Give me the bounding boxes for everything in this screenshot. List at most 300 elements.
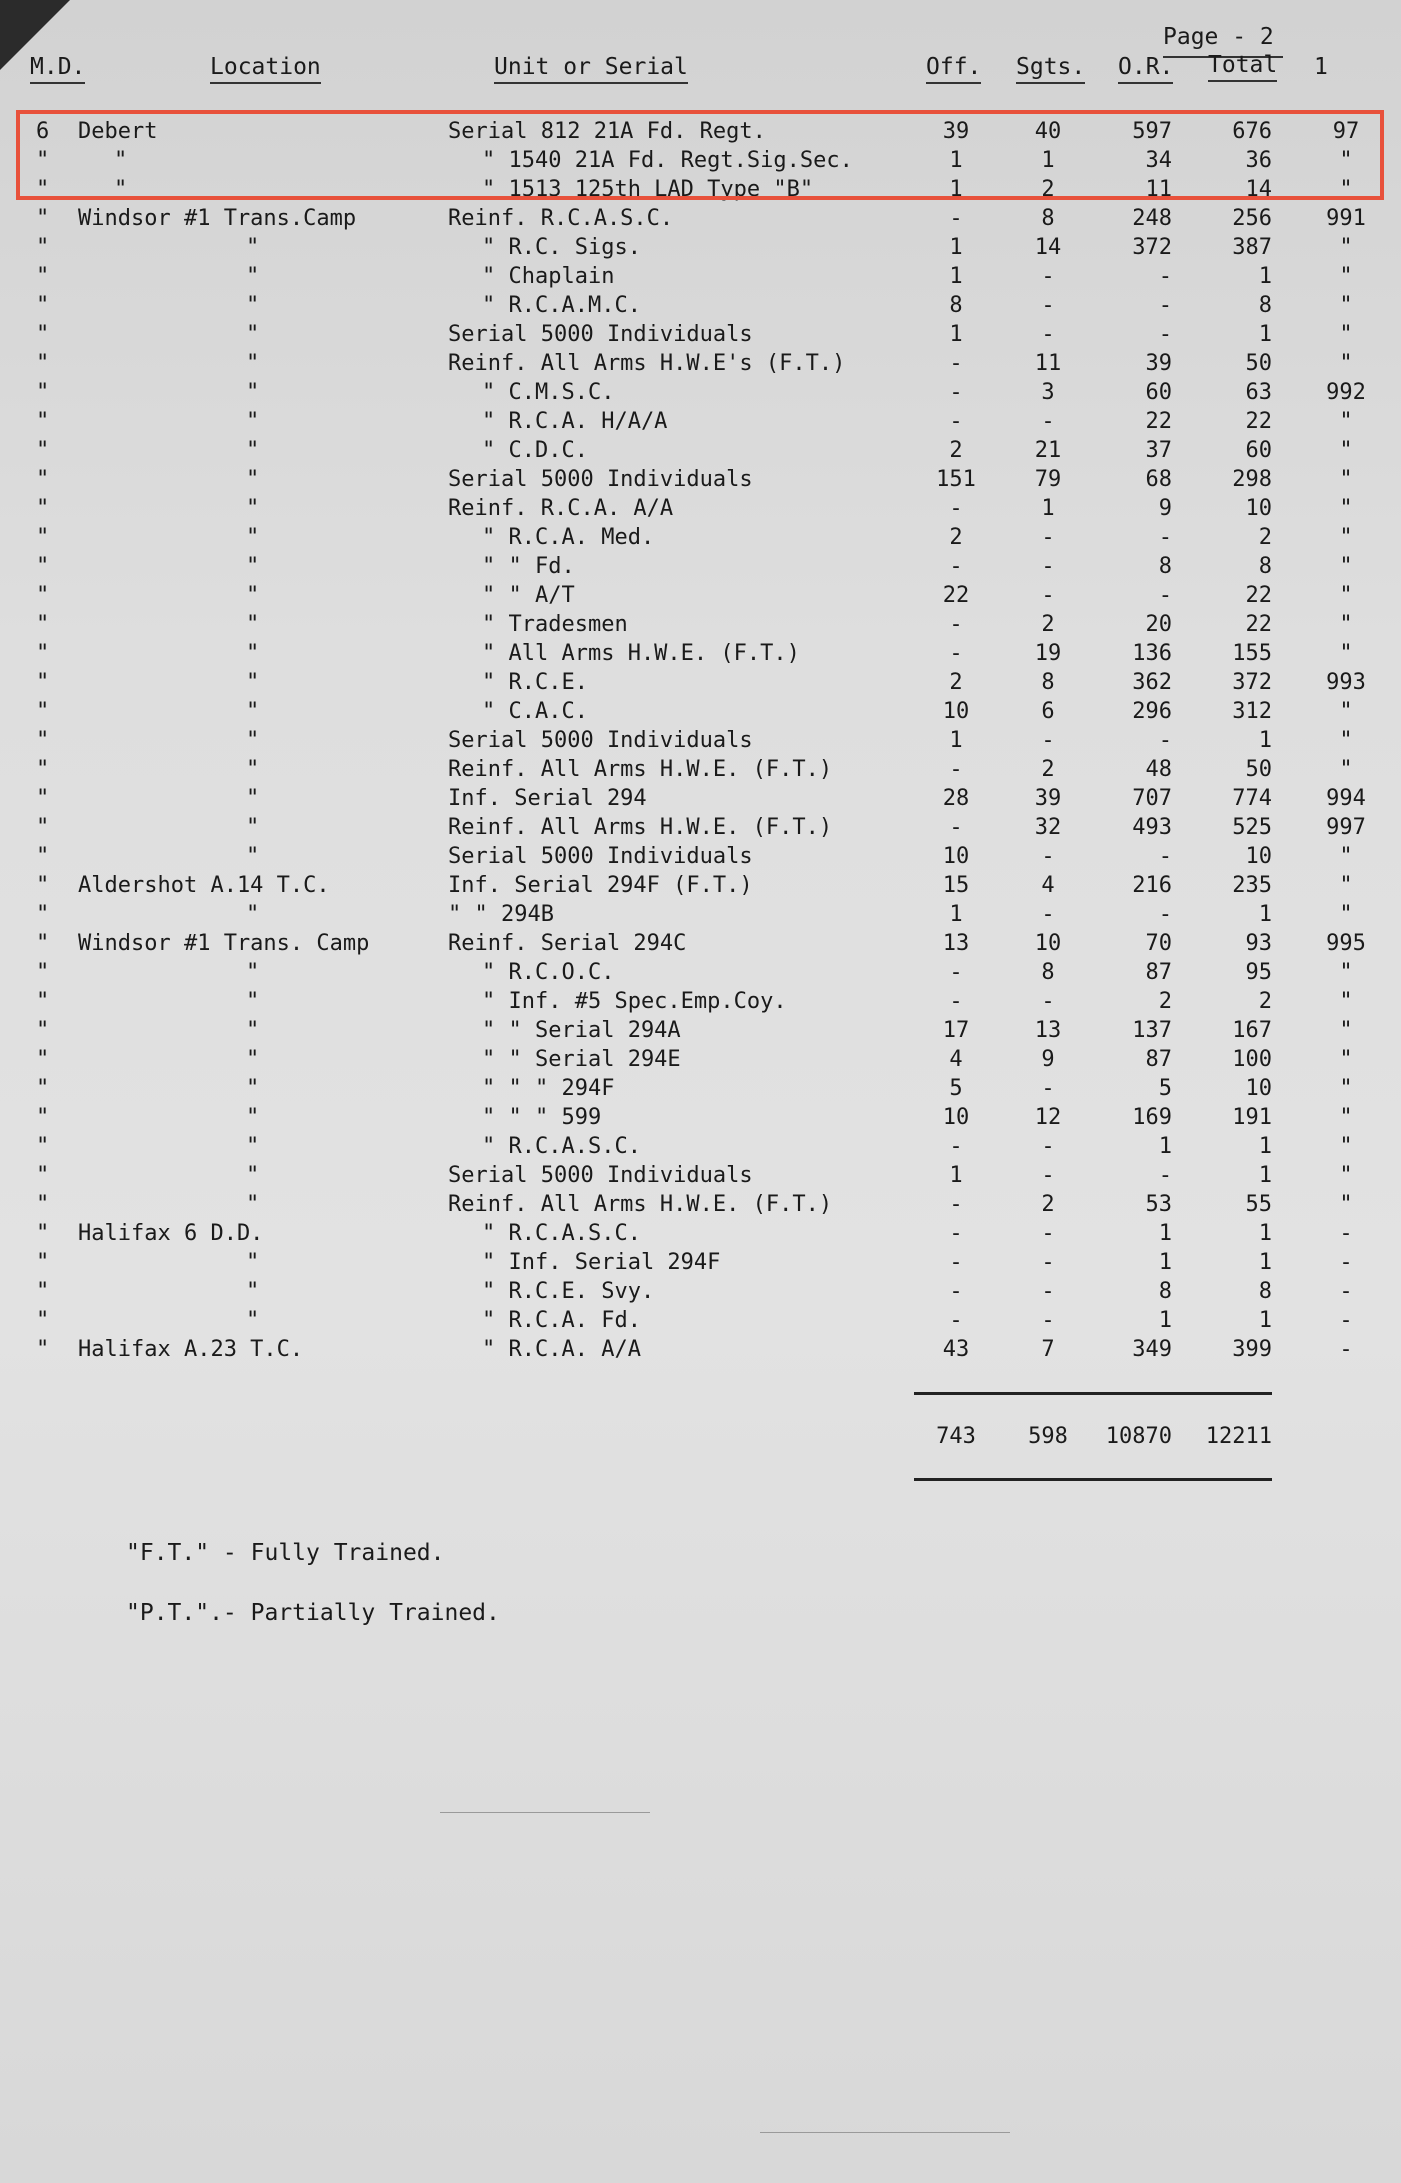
cell-sgts: - — [1041, 989, 1055, 1014]
cell-unit: " " " 294F — [482, 1076, 615, 1101]
cell-location: " — [246, 960, 260, 985]
cell-sgts: 4 — [1041, 873, 1055, 898]
cell-ref: " — [1339, 902, 1353, 927]
table-row — [0, 1190, 1401, 1219]
cell-location: Aldershot A.14 T.C. — [78, 873, 330, 898]
table-row — [0, 1045, 1401, 1074]
cell-total: 8 — [1258, 1279, 1272, 1304]
cell-off: - — [949, 409, 963, 434]
cell-sgts: 8 — [1041, 206, 1055, 231]
cell-or: 372 — [1132, 235, 1172, 260]
table-row — [0, 842, 1401, 871]
cell-unit: " " " 599 — [482, 1105, 602, 1130]
cell-unit: Serial 812 21A Fd. Regt. — [448, 119, 766, 144]
cell-location: " — [246, 989, 260, 1014]
cell-off: 17 — [942, 1018, 970, 1043]
cell-md: " — [36, 235, 50, 260]
cell-md: " — [36, 989, 50, 1014]
cell-unit: " R.C.A.S.C. — [482, 1134, 641, 1159]
cell-sgts: 9 — [1041, 1047, 1055, 1072]
header-md: M.D. — [30, 54, 85, 84]
cell-total: 676 — [1232, 119, 1272, 144]
cell-md: " — [36, 1221, 50, 1246]
cell-unit: Serial 5000 Individuals — [448, 844, 753, 869]
cell-ref: " — [1339, 612, 1353, 637]
table-row — [0, 958, 1401, 987]
cell-sgts: - — [1041, 902, 1055, 927]
cell-sgts: 2 — [1041, 612, 1055, 637]
cell-sgts: 7 — [1041, 1337, 1055, 1362]
cell-or: 1 — [1158, 1134, 1172, 1159]
cell-off: - — [949, 206, 963, 231]
cell-or: 68 — [1145, 467, 1172, 492]
cell-unit: " " Fd. — [482, 554, 575, 579]
note-fully-trained: "F.T." - Fully Trained. — [126, 1540, 445, 1566]
cell-unit: " R.C.E. Svy. — [482, 1279, 655, 1304]
cell-unit: " " Serial 294A — [482, 1018, 681, 1043]
cell-total: 399 — [1232, 1337, 1272, 1362]
cell-md: " — [36, 583, 50, 608]
cell-unit: " R.C.A.S.C. — [482, 1221, 641, 1246]
cell-or: 20 — [1145, 612, 1172, 637]
cell-md: " — [36, 1134, 50, 1159]
totals-row — [0, 1424, 1401, 1454]
header-extra: 1 — [1314, 54, 1328, 80]
cell-off: - — [949, 554, 963, 579]
cell-off: 2 — [949, 438, 963, 463]
cell-md: " — [36, 815, 50, 840]
cell-ref: " — [1339, 757, 1353, 782]
cell-md: " — [36, 380, 50, 405]
cell-off: 4 — [949, 1047, 963, 1072]
cell-md: 6 — [36, 119, 50, 144]
table-row — [0, 987, 1401, 1016]
cell-ref: " — [1339, 873, 1353, 898]
cell-ref: " — [1339, 1076, 1353, 1101]
cell-md: " — [36, 1047, 50, 1072]
cell-location: " — [246, 641, 260, 666]
cell-or: - — [1158, 322, 1172, 347]
cell-location: " — [114, 148, 128, 173]
faint-mark — [760, 2132, 1010, 2133]
cell-location: " — [246, 699, 260, 724]
table-row — [0, 1219, 1401, 1248]
cell-location: " — [246, 1047, 260, 1072]
cell-or: 60 — [1145, 380, 1172, 405]
page-number: Page - 2 — [1163, 24, 1274, 50]
cell-or: 137 — [1132, 1018, 1172, 1043]
cell-md: " — [36, 786, 50, 811]
cell-or: 1 — [1158, 1308, 1172, 1333]
cell-location: " — [246, 815, 260, 840]
cell-ref: - — [1339, 1221, 1353, 1246]
cell-location: " — [246, 496, 260, 521]
table-row — [0, 1103, 1401, 1132]
cell-sgts: 8 — [1041, 960, 1055, 985]
cell-off: - — [949, 641, 963, 666]
cell-or: 87 — [1145, 1047, 1172, 1072]
cell-sgts: - — [1041, 1134, 1055, 1159]
cell-md: " — [36, 148, 50, 173]
cell-or: - — [1158, 293, 1172, 318]
cell-ref: " — [1339, 641, 1353, 666]
cell-or: 37 — [1145, 438, 1172, 463]
cell-ref: " — [1339, 177, 1353, 202]
cell-off: 13 — [942, 931, 970, 956]
cell-total: 1 — [1258, 264, 1272, 289]
cell-ref: 995 — [1326, 931, 1366, 956]
cell-ref: " — [1339, 1163, 1353, 1188]
cell-off: - — [949, 1221, 963, 1246]
table-row — [0, 1132, 1401, 1161]
cell-location: " — [246, 467, 260, 492]
cell-total: 1 — [1258, 728, 1272, 753]
cell-sgts: 1 — [1041, 148, 1055, 173]
cell-ref: - — [1339, 1308, 1353, 1333]
cell-total: 167 — [1232, 1018, 1272, 1043]
cell-location: " — [246, 786, 260, 811]
note-partially-trained: "P.T.".- Partially Trained. — [126, 1600, 500, 1626]
cell-sgts: - — [1041, 1221, 1055, 1246]
cell-sgts: 8 — [1041, 670, 1055, 695]
table-row — [0, 610, 1401, 639]
cell-or: 136 — [1132, 641, 1172, 666]
cell-or: 597 — [1132, 119, 1172, 144]
cell-md: " — [36, 873, 50, 898]
cell-sgts: - — [1041, 583, 1055, 608]
table-row — [0, 465, 1401, 494]
cell-or: 169 — [1132, 1105, 1172, 1130]
cell-unit: Inf. Serial 294 — [448, 786, 647, 811]
cell-location: " — [246, 612, 260, 637]
cell-unit: " All Arms H.W.E. (F.T.) — [482, 641, 800, 666]
cell-ref: " — [1339, 554, 1353, 579]
cell-sgts: 11 — [1034, 351, 1062, 376]
totals-top-rule — [914, 1392, 1272, 1395]
cell-total: 312 — [1232, 699, 1272, 724]
cell-total: 55 — [1245, 1192, 1272, 1217]
cell-or: 1 — [1158, 1221, 1172, 1246]
cell-ref: - — [1339, 1337, 1353, 1362]
table-row — [0, 813, 1401, 842]
cell-md: " — [36, 699, 50, 724]
cell-md: " — [36, 438, 50, 463]
header-total: Total — [1208, 52, 1277, 82]
cell-off: - — [949, 815, 963, 840]
cell-location: " — [246, 409, 260, 434]
table-row — [0, 436, 1401, 465]
cell-md: " — [36, 206, 50, 231]
cell-unit: " R.C. Sigs. — [482, 235, 641, 260]
cell-total: 2 — [1258, 989, 1272, 1014]
cell-location: " — [246, 380, 260, 405]
table-row — [0, 1161, 1401, 1190]
cell-off: 8 — [949, 293, 963, 318]
cell-or: 70 — [1145, 931, 1172, 956]
cell-off: 2 — [949, 670, 963, 695]
cell-or: 22 — [1145, 409, 1172, 434]
cell-total: 22 — [1245, 612, 1272, 637]
table-row — [0, 697, 1401, 726]
header-sgts: Sgts. — [1016, 54, 1085, 84]
cell-or: 87 — [1145, 960, 1172, 985]
cell-off: - — [949, 960, 963, 985]
cell-ref: " — [1339, 351, 1353, 376]
cell-md: " — [36, 1308, 50, 1333]
cell-or: - — [1158, 264, 1172, 289]
cell-ref: " — [1339, 1134, 1353, 1159]
table-row — [0, 1016, 1401, 1045]
cell-sgts: - — [1041, 1279, 1055, 1304]
cell-off: 1 — [949, 177, 963, 202]
cell-ref: 992 — [1326, 380, 1366, 405]
cell-total: 100 — [1232, 1047, 1272, 1072]
cell-off: 2 — [949, 525, 963, 550]
cell-ref: " — [1339, 264, 1353, 289]
column-headers — [0, 54, 1401, 88]
cell-off: 1 — [949, 322, 963, 347]
cell-ref: " — [1339, 496, 1353, 521]
cell-total: 10 — [1245, 496, 1272, 521]
cell-location: " — [246, 1134, 260, 1159]
table-row — [0, 1277, 1401, 1306]
cell-or: 362 — [1132, 670, 1172, 695]
cell-ref: 993 — [1326, 670, 1366, 695]
cell-total: 191 — [1232, 1105, 1272, 1130]
cell-unit: " R.C.A. Fd. — [482, 1308, 641, 1333]
cell-off: 15 — [942, 873, 970, 898]
cell-unit: " R.C.A. Med. — [482, 525, 655, 550]
cell-total: 2 — [1258, 525, 1272, 550]
cell-sgts: 21 — [1034, 438, 1062, 463]
cell-off: 1 — [949, 1163, 963, 1188]
cell-sgts: - — [1041, 1250, 1055, 1275]
cell-sgts: 13 — [1034, 1018, 1062, 1043]
cell-sgts: 19 — [1034, 641, 1062, 666]
cell-total: 1 — [1258, 322, 1272, 347]
table-row — [0, 378, 1401, 407]
cell-off: - — [949, 989, 963, 1014]
cell-off: 1 — [949, 728, 963, 753]
cell-md: " — [36, 931, 50, 956]
cell-location: " — [246, 670, 260, 695]
cell-location: " — [246, 293, 260, 318]
cell-or: 34 — [1145, 148, 1172, 173]
cell-unit: " C.M.S.C. — [482, 380, 615, 405]
cell-location: " — [246, 1018, 260, 1043]
cell-unit: Reinf. All Arms H.W.E. (F.T.) — [448, 815, 833, 840]
highlight-box — [16, 110, 1384, 200]
table-row — [0, 900, 1401, 929]
cell-sgts: 6 — [1041, 699, 1055, 724]
cell-unit: Serial 5000 Individuals — [448, 728, 753, 753]
table-row — [0, 1335, 1401, 1364]
header-off: Off. — [926, 54, 981, 84]
cell-md: " — [36, 322, 50, 347]
cell-total: 60 — [1245, 438, 1272, 463]
cell-or: 11 — [1145, 177, 1172, 202]
cell-ref: " — [1339, 960, 1353, 985]
cell-unit: " Tradesmen — [482, 612, 628, 637]
cell-md: " — [36, 728, 50, 753]
cell-md: " — [36, 670, 50, 695]
cell-off: - — [949, 380, 963, 405]
cell-sgts: - — [1041, 844, 1055, 869]
cell-or: - — [1158, 902, 1172, 927]
table-row — [0, 494, 1401, 523]
cell-sgts: 40 — [1034, 119, 1062, 144]
cell-off: 1 — [949, 148, 963, 173]
table-row — [0, 523, 1401, 552]
cell-md: " — [36, 264, 50, 289]
header-or: O.R. — [1118, 54, 1173, 84]
cell-unit: Reinf. R.C.A. A/A — [448, 496, 674, 521]
cell-location: " — [246, 1105, 260, 1130]
cell-unit: " R.C.A. H/A/A — [482, 409, 668, 434]
cell-unit: Reinf. R.C.A.S.C. — [448, 206, 674, 231]
cell-md: " — [36, 960, 50, 985]
cell-or: 296 — [1132, 699, 1172, 724]
cell-unit: Reinf. All Arms H.W.E. (F.T.) — [448, 757, 833, 782]
cell-off: - — [949, 1250, 963, 1275]
table-row — [0, 929, 1401, 958]
cell-or: 8 — [1158, 1279, 1172, 1304]
cell-location: " — [246, 1076, 260, 1101]
cell-unit: " 1540 21A Fd. Regt.Sig.Sec. — [482, 148, 853, 173]
cell-off: - — [949, 757, 963, 782]
cell-location: " — [246, 264, 260, 289]
cell-unit: Serial 5000 Individuals — [448, 1163, 753, 1188]
cell-off: 39 — [942, 119, 970, 144]
table-row — [0, 755, 1401, 784]
table-row — [0, 291, 1401, 320]
cell-total: 1 — [1258, 1163, 1272, 1188]
cell-off: 10 — [942, 699, 970, 724]
cell-ref: " — [1339, 409, 1353, 434]
cell-ref: " — [1339, 322, 1353, 347]
cell-ref: " — [1339, 467, 1353, 492]
cell-location: " — [246, 583, 260, 608]
cell-location: " — [246, 322, 260, 347]
cell-total: 95 — [1245, 960, 1272, 985]
cell-md: " — [36, 496, 50, 521]
cell-total: 298 — [1232, 467, 1272, 492]
cell-off: - — [949, 1279, 963, 1304]
cell-unit: " C.D.C. — [482, 438, 588, 463]
cell-unit: Reinf. All Arms H.W.E's (F.T.) — [448, 351, 846, 376]
header-location: Location — [210, 54, 321, 84]
cell-total: 8 — [1258, 554, 1272, 579]
cell-location: Windsor #1 Trans. Camp — [78, 931, 370, 956]
cell-total: 36 — [1245, 148, 1272, 173]
table-row — [0, 668, 1401, 697]
cell-or: 349 — [1132, 1337, 1172, 1362]
cell-location: Halifax A.23 T.C. — [78, 1337, 304, 1362]
cell-md: " — [36, 757, 50, 782]
cell-location: " — [246, 844, 260, 869]
cell-location: " — [246, 525, 260, 550]
cell-ref: " — [1339, 583, 1353, 608]
cell-md: " — [36, 1105, 50, 1130]
cell-location: " — [246, 1279, 260, 1304]
cell-off: 22 — [942, 583, 970, 608]
table-row — [0, 204, 1401, 233]
total-off: 743 — [936, 1424, 976, 1449]
table-row — [0, 871, 1401, 900]
cell-or: 9 — [1158, 496, 1172, 521]
cell-md: " — [36, 177, 50, 202]
totals-bottom-rule — [914, 1478, 1272, 1481]
header-unit: Unit or Serial — [494, 54, 688, 84]
cell-off: 1 — [949, 902, 963, 927]
cell-total: 1 — [1258, 1221, 1272, 1246]
cell-sgts: 79 — [1034, 467, 1062, 492]
cell-md: " — [36, 1250, 50, 1275]
cell-location: Debert — [78, 119, 158, 144]
cell-or: 39 — [1145, 351, 1172, 376]
cell-location: " — [114, 177, 128, 202]
cell-location: " — [246, 1250, 260, 1275]
cell-md: " — [36, 1163, 50, 1188]
cell-ref: 997 — [1326, 815, 1366, 840]
cell-off: 28 — [942, 786, 970, 811]
cell-md: " — [36, 902, 50, 927]
cell-unit: " R.C.E. — [482, 670, 588, 695]
cell-unit: Serial 5000 Individuals — [448, 322, 753, 347]
cell-ref: " — [1339, 844, 1353, 869]
cell-total: 774 — [1232, 786, 1272, 811]
cell-sgts: 2 — [1041, 757, 1055, 782]
cell-sgts: 12 — [1034, 1105, 1062, 1130]
cell-total: 525 — [1232, 815, 1272, 840]
cell-sgts: - — [1041, 554, 1055, 579]
cell-ref: " — [1339, 293, 1353, 318]
cell-location: " — [246, 902, 260, 927]
cell-sgts: - — [1041, 264, 1055, 289]
cell-total: 22 — [1245, 409, 1272, 434]
cell-unit: " " 294B — [448, 902, 554, 927]
cell-unit: Inf. Serial 294F (F.T.) — [448, 873, 753, 898]
cell-or: 48 — [1145, 757, 1172, 782]
cell-location: Windsor #1 Trans.Camp — [78, 206, 357, 231]
table-row — [0, 233, 1401, 262]
cell-location: " — [246, 438, 260, 463]
cell-off: 10 — [942, 844, 970, 869]
cell-sgts: - — [1041, 525, 1055, 550]
cell-md: " — [36, 554, 50, 579]
cell-md: " — [36, 409, 50, 434]
cell-or: 2 — [1158, 989, 1172, 1014]
cell-sgts: - — [1041, 1076, 1055, 1101]
table-row — [0, 1248, 1401, 1277]
total-or: 10870 — [1105, 1424, 1172, 1449]
cell-ref: 994 — [1326, 786, 1366, 811]
cell-md: " — [36, 525, 50, 550]
cell-off: - — [949, 1192, 963, 1217]
cell-md: " — [36, 1192, 50, 1217]
cell-unit: Reinf. Serial 294C — [448, 931, 687, 956]
table-row — [0, 639, 1401, 668]
cell-total: 235 — [1232, 873, 1272, 898]
cell-ref: " — [1339, 989, 1353, 1014]
cell-or: 493 — [1132, 815, 1172, 840]
cell-ref: " — [1339, 728, 1353, 753]
cell-md: " — [36, 1337, 50, 1362]
cell-location: " — [246, 1163, 260, 1188]
cell-ref: - — [1339, 1279, 1353, 1304]
cell-location: Halifax 6 D.D. — [78, 1221, 264, 1246]
cell-unit: Serial 5000 Individuals — [448, 467, 753, 492]
